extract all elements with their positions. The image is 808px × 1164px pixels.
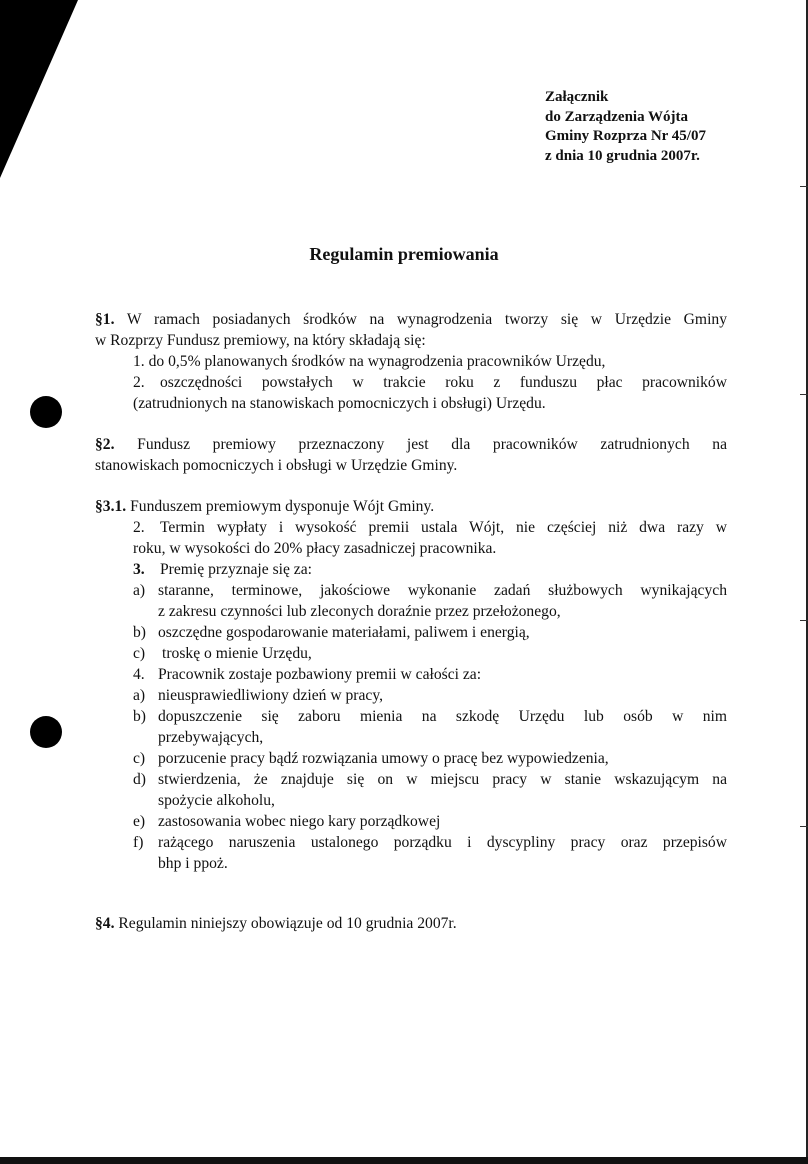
list-marker: f) bbox=[133, 834, 144, 851]
bonus-reason-a-line2: z zakresu czynności lub zleconych doraźnie przez przełożonego, bbox=[158, 603, 561, 620]
penalty-reason-f-line2: bhp i ppoż. bbox=[158, 855, 228, 872]
par3-point3-text: Premię przyznaje się za: bbox=[160, 561, 312, 578]
par1-item2-number: 2. bbox=[133, 374, 145, 391]
annex-line: z dnia 10 grudnia 2007r. bbox=[545, 147, 700, 164]
scan-edge-mark bbox=[800, 826, 808, 827]
scan-edge-mark bbox=[800, 620, 808, 621]
par2-number: §2. bbox=[95, 436, 115, 453]
bonus-reason-c: troskę o mienie Urzędu, bbox=[162, 645, 312, 662]
par2-line1 bbox=[95, 435, 727, 455]
annex-line: Gminy Rozprza Nr 45/07 bbox=[545, 128, 706, 144]
penalty-reason-d-line2: spożycie alkoholu, bbox=[158, 792, 275, 809]
par2-line2: stanowiskach pomocniczych i obsługi w Urzędzie Gminy. bbox=[95, 457, 458, 474]
list-marker: b) bbox=[133, 624, 146, 641]
penalty-reason-c: porzucenie pracy bądź rozwiązania umowy o pracę bez wypowiedzenia, bbox=[158, 750, 609, 767]
punch-hole bbox=[30, 716, 62, 748]
par3-point2-line1: Termin wypłaty i wysokość premii ustala Wójt, nie częściej niż dwa razy w bbox=[160, 519, 727, 536]
par1-line2: w Rozprzy Fundusz premiowy, na który składają się: bbox=[95, 332, 426, 349]
par3-number: §3.1. bbox=[95, 498, 127, 515]
par3-point4-number: 4. bbox=[133, 666, 145, 683]
penalty-reason-a: nieusprawiedliwiony dzień w pracy, bbox=[158, 687, 384, 704]
list-marker: c) bbox=[133, 750, 146, 767]
annex-line: do Zarządzenia Wójta bbox=[545, 108, 689, 125]
penalty-reason-b-line2: przebywających, bbox=[158, 729, 264, 746]
bonus-reason-b: oszczędne gospodarowanie materiałami, paliwem i energią, bbox=[158, 624, 530, 641]
par1-item1: 1. do 0,5% planowanych środków na wynagrodzenia pracowników Urzędu, bbox=[133, 353, 606, 370]
scan-bottom-edge bbox=[0, 1157, 808, 1164]
par1-text: W ramach posiadanych środków na wynagrodzenia tworzy się w Urzędzie Gminy bbox=[126, 311, 727, 328]
bonus-reason-a-line1: staranne, terminowe, jakościowe wykonanie zadań służbowych wynikających bbox=[158, 582, 727, 599]
par3-text: Funduszem premiowym dysponuje Wójt Gminy. bbox=[130, 498, 435, 515]
par3-line1 bbox=[95, 497, 434, 517]
list-marker: a) bbox=[133, 687, 146, 704]
par1-item2-line1: oszczędności powstałych w trakcie roku z funduszu płac pracowników bbox=[160, 374, 727, 391]
list-marker: b) bbox=[133, 708, 146, 725]
par4-line bbox=[95, 914, 457, 934]
document-title: Regulamin premiowania bbox=[309, 244, 499, 264]
list-marker: d) bbox=[133, 771, 146, 788]
par4-text: Regulamin niniejszy obowiązuje od 10 grudnia 2007r. bbox=[118, 915, 457, 932]
par2-text: Fundusz premiowy przeznaczony jest dla pracowników zatrudnionych na bbox=[137, 436, 727, 453]
par1-number: §1. bbox=[95, 311, 115, 328]
par3-point2-line2: roku, w wysokości do 20% płacy zasadniczej pracownika. bbox=[133, 540, 497, 557]
par4-number: §4. bbox=[95, 915, 115, 932]
par3-point2-number: 2. bbox=[133, 519, 145, 536]
scan-edge-mark bbox=[800, 186, 808, 187]
par1-line1 bbox=[95, 310, 727, 330]
scan-corner-shadow bbox=[0, 0, 80, 180]
par3-point3-number: 3. bbox=[133, 561, 145, 578]
annex-line: Załącznik bbox=[545, 89, 609, 105]
penalty-reason-d-line1: stwierdzenia, że znajduje się on w miejscu pracy w stanie wskazującym na bbox=[158, 771, 727, 788]
punch-hole bbox=[30, 396, 62, 428]
penalty-reason-b-line1: dopuszczenie się zaboru mienia na szkodę Urzędu lub osób w nim bbox=[158, 708, 727, 725]
scan-edge-mark bbox=[800, 394, 808, 395]
penalty-reason-f-line1: rażącego naruszenia ustalonego porządku i dyscypliny pracy oraz przepisów bbox=[158, 834, 727, 851]
list-marker: a) bbox=[133, 582, 146, 599]
list-marker: c) bbox=[133, 645, 146, 662]
par1-item2-line2: (zatrudnionych na stanowiskach pomocniczych i obsługi) Urzędu. bbox=[133, 395, 546, 412]
par3-point4-text: Pracownik zostaje pozbawiony premii w całości za: bbox=[158, 666, 482, 683]
penalty-reason-e: zastosowania wobec niego kary porządkowej bbox=[158, 813, 441, 830]
annex-header bbox=[545, 88, 706, 166]
list-marker: e) bbox=[133, 813, 146, 830]
